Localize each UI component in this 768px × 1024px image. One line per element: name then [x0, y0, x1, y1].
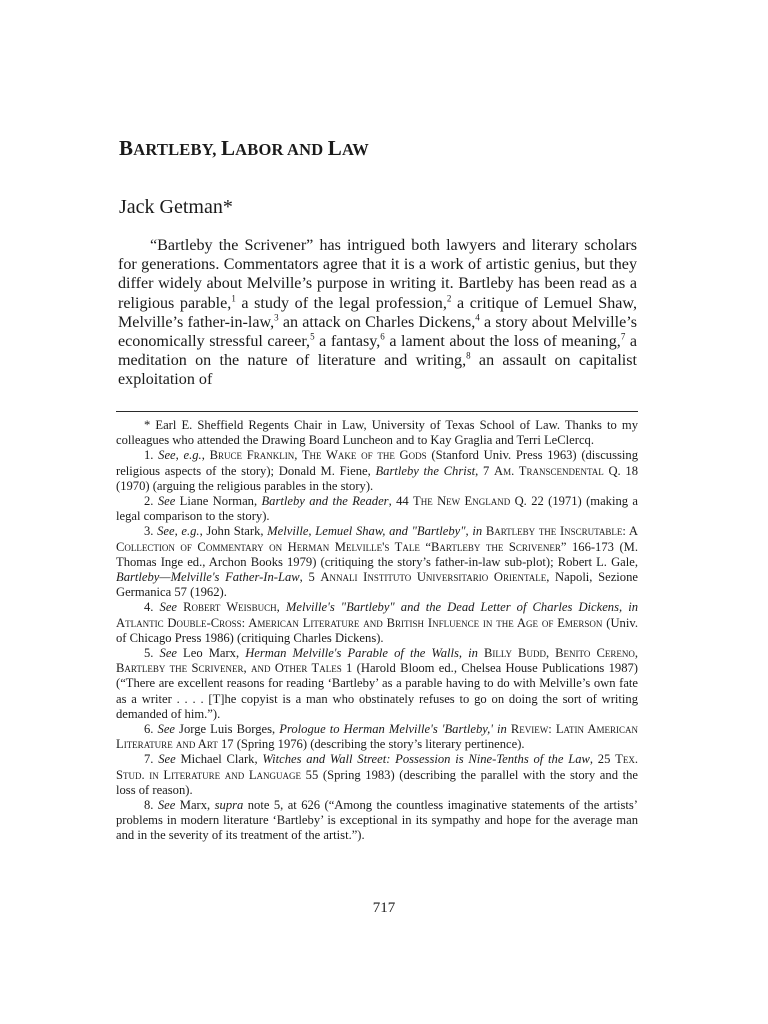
- signal-word: See, e.g.: [157, 524, 200, 539]
- footnote-text: ,: [276, 600, 286, 615]
- signal-word: See: [158, 752, 176, 767]
- source-title: Melville's "Bartleby" and the Dead Letter of Charles Dickens, in: [285, 600, 639, 615]
- footnote-ref[interactable]: 3: [274, 312, 279, 323]
- source-smallcaps: Atlantic Double-Cross: American Literature and British Influence in the Age of Emerson: [116, 615, 603, 630]
- title-initial: L: [220, 136, 236, 160]
- footnote-5: [116, 646, 638, 722]
- footnote-ref[interactable]: 5: [310, 331, 315, 342]
- footnote-text: , 25: [589, 752, 616, 767]
- source-smallcaps: Bartleby the Inscrutable: A Collection of Commentary on Herman Melville's Tale “Bartleby the Scrivener”: [116, 524, 638, 554]
- body-text-run: a study of the legal profession,: [235, 294, 447, 312]
- footnote-number: 1.: [144, 448, 154, 463]
- footnote-number: 8.: [144, 798, 154, 813]
- source-smallcaps: Annali Instituto Universitario Orientale: [320, 570, 547, 585]
- footnote-text: 1 (Harold Bloom ed., Chelsea House Publications 1987) (“There are excellent reasons for reading ‘Bartleby’ as a parable having to do with Melville’s own fate as a writer . . . . [T]he copyist is a man who obstinately refuses to go on doing the sort of writing demanded of him.”).: [116, 661, 638, 721]
- footnote-ref[interactable]: 7: [620, 331, 626, 342]
- signal-word: See: [157, 798, 176, 813]
- footnote-text: , 5: [299, 570, 321, 585]
- source-title: Bartleby and the Reader: [261, 494, 389, 509]
- footnote-text: Michael Clark,: [175, 752, 263, 767]
- footnote-number: 4.: [144, 600, 154, 615]
- footnote-7: [116, 752, 638, 798]
- article-title: [119, 136, 369, 161]
- source-title: Melville, Lemuel Shaw, and "Bartleby", in: [267, 524, 483, 539]
- body-paragraph: [118, 236, 637, 390]
- footnote-ref[interactable]: 4: [475, 312, 480, 323]
- footnote-text: 22 (1971) (making a legal comparison to the story).: [116, 494, 638, 524]
- footnote-divider: [116, 411, 638, 412]
- footnote-ref[interactable]: 6: [380, 331, 385, 342]
- signal-word: See: [159, 600, 177, 615]
- signal-word: See: [157, 722, 175, 737]
- footnote-text: 55 (Spring 1983) (describing the parallel with the story and the loss of reason).: [116, 767, 638, 797]
- author-name: Jack Getman*: [119, 196, 233, 218]
- footnote-text: ,: [201, 448, 210, 463]
- body-text-run: a story about Melville’s economically stressful career,: [118, 313, 637, 351]
- footnote-text: 166-173 (M. Thomas Inge ed., Archon Books 1979) (critiquing the story’s father-in-law sub-plot); Robert L. Gale,: [116, 539, 639, 569]
- title-part: ARTLEBY,: [133, 140, 221, 159]
- body-text-run: a fantasy,: [314, 333, 381, 351]
- footnote-text: , Napoli, Sezione Germanica 57 (1962).: [116, 570, 638, 600]
- title-initial: B: [119, 136, 134, 160]
- source-smallcaps: Tex. Stud. in Literature and Language: [116, 752, 638, 782]
- source-smallcaps: Am. Transcendental Q.: [494, 463, 621, 478]
- title-initial: L: [327, 136, 342, 160]
- body-text: [118, 236, 637, 390]
- footnote-text: Jorge Luis Borges,: [175, 722, 280, 737]
- source-smallcaps: Review: Latin American Literature and Art: [116, 722, 638, 752]
- page-number: 717: [372, 900, 396, 916]
- footnote-text: note 5, at 626 (“Among the countless imaginative statements of the artists’ problems in modern literature ‘Bartleby’ is exceptional in its sympathy and hope for the average man and in the severity of its treatment of the artist.”).: [116, 798, 638, 843]
- footnote-2: [116, 494, 638, 524]
- footnote-text: (Univ. of Chicago Press 1986) (critiquing Charles Dickens).: [116, 615, 638, 645]
- signal-word: See, e.g.: [158, 448, 202, 463]
- source-smallcaps: Robert Weisbuch: [183, 600, 277, 615]
- source-title: Witches and Wall Street: Possession is Nine-Tenths of the Law: [262, 752, 590, 767]
- source-title: supra: [214, 798, 244, 813]
- footnote-8: [116, 798, 638, 844]
- source-smallcaps: The New England Q.: [413, 494, 527, 509]
- source-smallcaps: Bruce Franklin, The Wake of the Gods: [209, 448, 427, 463]
- footnote-number: 6.: [144, 722, 154, 737]
- title-part: ABOR AND: [235, 140, 328, 159]
- source-title: Prologue to Herman Melville's 'Bartleby,' in: [279, 722, 507, 737]
- footnote-text: Marx,: [175, 798, 215, 813]
- source-smallcaps: Billy Budd, Benito Cereno, Bartleby the Scrivener, and Other Tales: [116, 646, 638, 676]
- footnote-ref[interactable]: 1: [231, 293, 236, 304]
- signal-word: See: [159, 646, 177, 661]
- footnote-4: [116, 600, 638, 646]
- footnote-star: * Earl E. Sheffield Regents Chair in Law, University of Texas School of Law. Thanks to my colleagues who attended the Drawing Board Luncheon and to Kay Graglia and Terri LeClercq.: [116, 418, 638, 448]
- body-text-run: “Bartleby the Scrivener” has intrigued both lawyers and literary scholars for generations. Commentators agree that it is a work of artistic genius, but they differ widely about Melville’s purpose in writing it. Bartleby has been read as a religious parable,: [118, 237, 637, 312]
- title-part: AW: [341, 140, 369, 159]
- footnote-text: Leo Marx,: [177, 646, 246, 661]
- footnote-ref[interactable]: 8: [466, 350, 471, 361]
- footnote-number: 7.: [144, 752, 154, 767]
- footnote-text: 18 (1970) (arguing the religious parables in the story).: [116, 463, 639, 493]
- body-text-run: an attack on Charles Dickens,: [278, 313, 476, 331]
- footnote-6: [116, 722, 638, 752]
- body-text-run: an assault on capitalist exploitation of: [118, 352, 637, 389]
- body-text-run: a lament about the loss of meaning,: [384, 333, 621, 351]
- footnote-3: [116, 524, 638, 600]
- footnote-text: , 44: [388, 494, 414, 509]
- footnote-text: 17 (Spring 1976) (describing the story’s literary pertinence).: [217, 737, 525, 752]
- footnote-ref[interactable]: 2: [446, 293, 452, 304]
- source-title: Herman Melville's Parable of the Walls, in: [245, 646, 478, 661]
- footnote-number: 5.: [144, 646, 154, 661]
- signal-word: See: [157, 494, 176, 509]
- body-text-run: a meditation on the nature of literature and writing,: [118, 333, 637, 370]
- footnote-text: (Stanford Univ. Press 1963) (discussing religious aspects of the story); Donald M. Fiene,: [116, 448, 638, 478]
- footnote-text: , 7: [475, 463, 495, 478]
- source-title: Bartleby the Christ: [375, 463, 476, 478]
- body-text-run: a critique of Lemuel Shaw, Melville’s father-in-law,: [118, 294, 637, 331]
- footnote-number: 3.: [144, 524, 154, 539]
- footnote-1: [116, 448, 638, 494]
- footnote-text: Liane Norman,: [175, 494, 262, 509]
- source-title: Bartleby—Melville's Father-In-Law: [116, 570, 300, 585]
- footnote-text: , John Stark,: [199, 524, 268, 539]
- footnotes: [116, 418, 638, 844]
- footnote-number: 2.: [144, 494, 154, 509]
